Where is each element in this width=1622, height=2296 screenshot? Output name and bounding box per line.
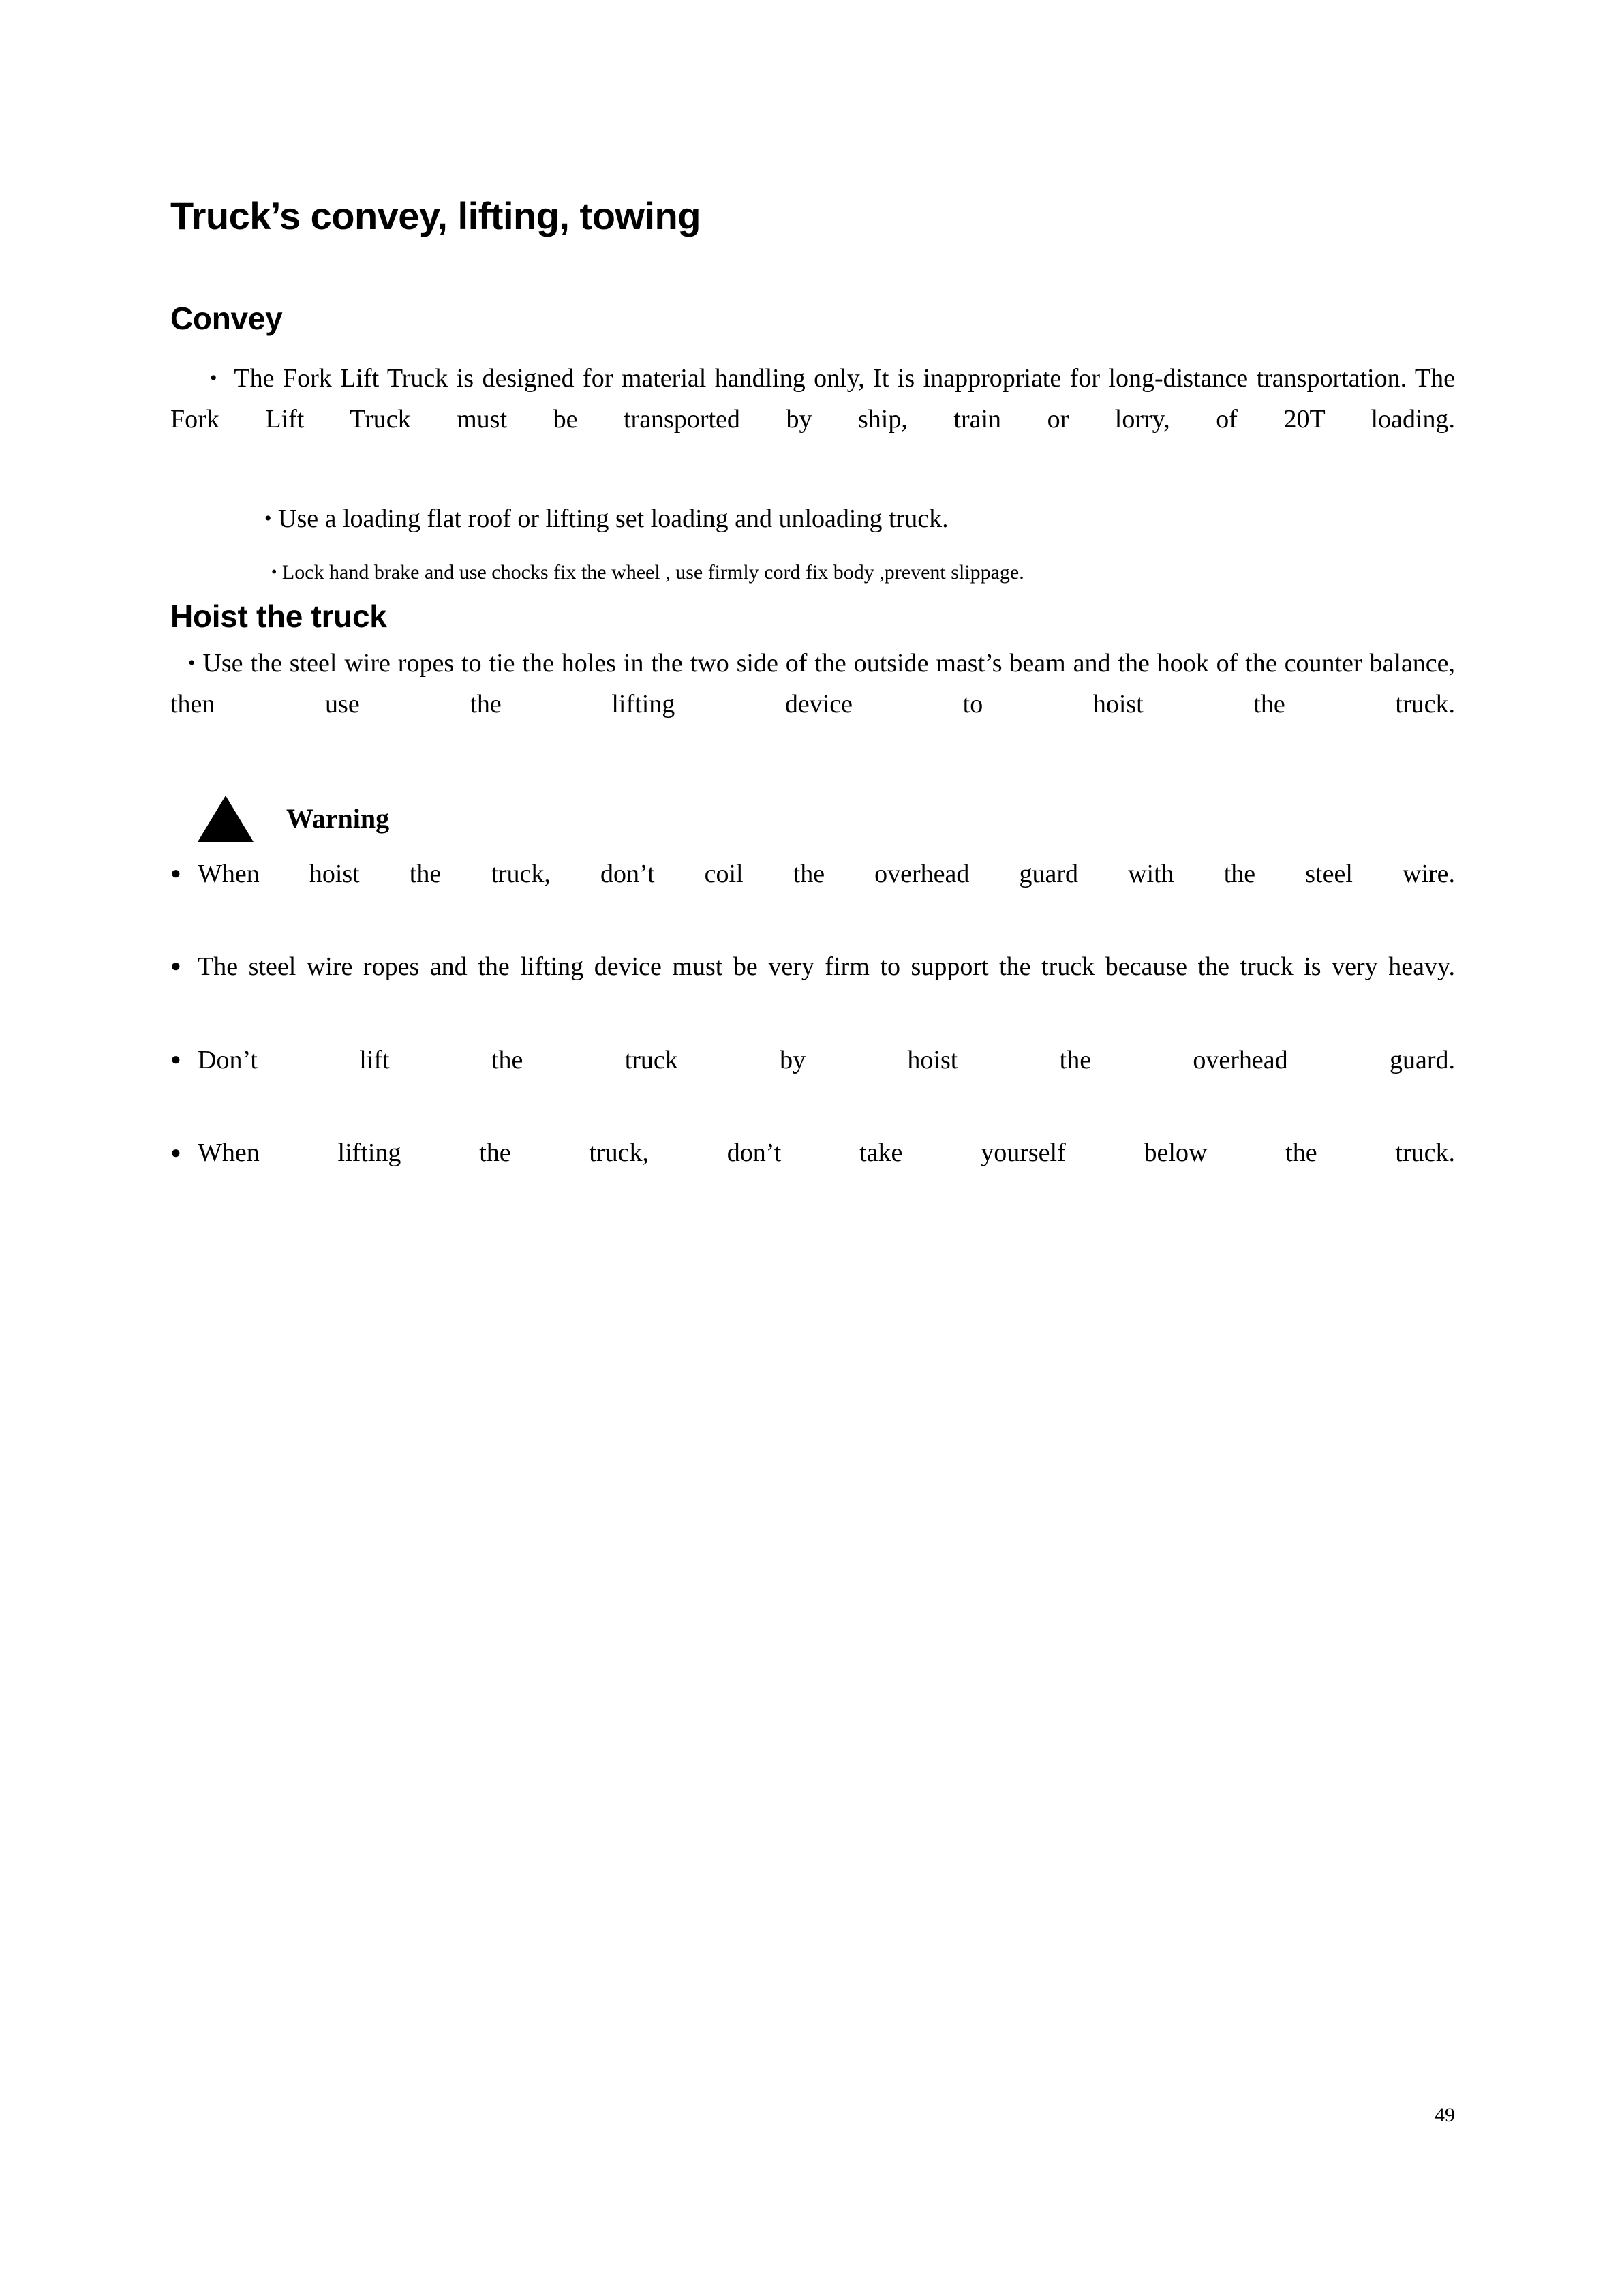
hoist-bullet-item-1 xyxy=(170,643,1455,766)
warning-item-2-text: The steel wire ropes and the lifting device must be very firm to support the truck because the truck is very heavy. xyxy=(198,952,1455,982)
warning-header xyxy=(170,766,1455,842)
warning-list-item xyxy=(170,1133,1455,1226)
bullet-marker-icon: • xyxy=(264,507,272,530)
convey-item-3-text: Lock hand brake and use chocks fix the wheel , use firmly cord fix body ,prevent slippage. xyxy=(281,561,1024,584)
section-heading-convey: Convey xyxy=(170,300,283,336)
spacer xyxy=(170,539,1455,557)
convey-bullet-item-3 xyxy=(170,557,1455,588)
hoist-item-1-text: Use the steel wire ropes to tie the holes in the two side of the outside mast’s beam and the hook of the counter balance, then use the lifting device to hoist the truck. xyxy=(170,648,1455,719)
page-number: 49 xyxy=(1435,2104,1455,2126)
spacer xyxy=(170,633,1455,643)
spacer xyxy=(170,481,1455,498)
bullet-marker-icon: • xyxy=(210,367,217,390)
bullet-marker-icon: • xyxy=(271,563,277,581)
convey-bullet-item-2 xyxy=(170,498,1455,539)
warning-list-item xyxy=(170,854,1455,948)
spacer xyxy=(170,335,1455,358)
convey-item-2-text: Use a loading flat roof or lifting set loading and unloading truck. xyxy=(278,504,949,534)
warning-list xyxy=(170,842,1455,1226)
bullet-marker-icon: ● xyxy=(170,956,181,976)
warning-item-1-text: When hoist the truck, don’t coil the overhead guard with the steel wire. xyxy=(198,859,1455,888)
warning-item-3-text: Don’t lift the truck by hoist the overhead guard. xyxy=(198,1045,1455,1074)
warning-list-item xyxy=(170,1040,1455,1134)
page-content xyxy=(170,0,1455,1226)
warning-triangle-icon xyxy=(198,796,254,842)
warning-label: Warning xyxy=(286,803,390,834)
bullet-marker-icon: ● xyxy=(170,1142,181,1162)
page-title: Truck’s convey, lifting, towing xyxy=(170,194,701,237)
bullet-marker-icon: • xyxy=(188,651,196,674)
bullet-marker-icon: ● xyxy=(170,1049,181,1069)
warning-list-item xyxy=(170,947,1455,1040)
warning-item-4-text: When lifting the truck, don’t take yourself below the truck. xyxy=(198,1138,1455,1168)
bullet-marker-icon: ● xyxy=(170,862,181,883)
convey-bullet-item-1 xyxy=(170,358,1455,481)
convey-item-1-text: The Fork Lift Truck is designed for material handling only, It is inappropriate for long-distance transportation. The Fork Lift Truck must be transported by ship, train or lorry, of 20T loading. xyxy=(170,364,1455,434)
section-heading-hoist: Hoist the truck xyxy=(170,599,387,635)
